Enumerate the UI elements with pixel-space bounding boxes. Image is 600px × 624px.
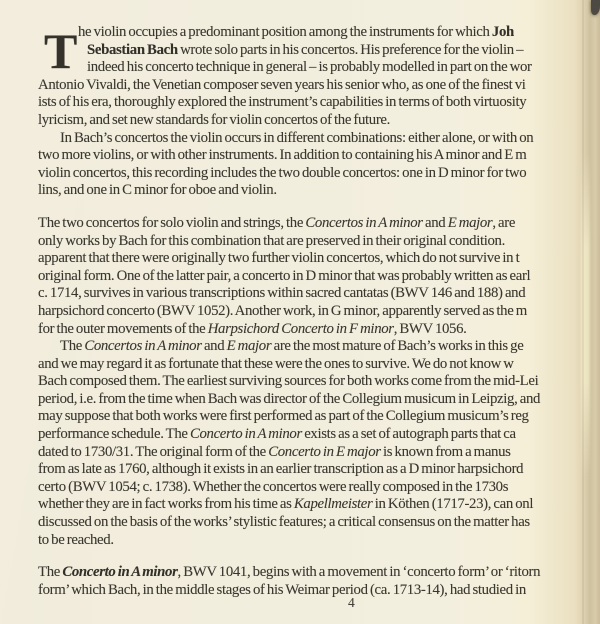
text-segment: wrote solo parts in his concertos. His preference for the violin – [177,41,524,58]
text-line [38,582,600,600]
text-segment: to be reached. [38,531,114,548]
paragraph [38,564,600,599]
text-line [38,215,600,233]
paragraph [38,130,600,200]
scan-corner-artifact [591,0,600,15]
text-segment: , are [492,214,516,231]
text-line [38,391,600,409]
text-line [38,233,600,251]
text-segment: and we may regard it as fortunate that these were the ones to survive. We do not know w [38,355,514,372]
text-segment: exists as a set of autograph parts that ca [301,426,516,443]
text-segment: performance schedule. The [38,426,190,443]
text-segment: and [201,338,227,355]
text-segment: period, i.e. from the time when Bach was director of the Collegium musicum in Leipzig, and [38,390,541,407]
text-line [38,514,600,532]
text-segment: from as late as 1760, although it exists in an earlier transcription as a D minor harpsichord [38,461,524,478]
text-line [38,338,600,356]
text-segment: indeed his concerto technique in general – is probably modelled in part on the wor [87,59,532,76]
text-segment: Antonio Vivaldi, the Venetian composer seven years his senior who, as one of the finest vi [38,76,526,93]
text-line [38,165,600,183]
text-line [38,426,600,444]
text-line [38,285,600,303]
text-segment: two more violins, or with other instruments. In addition to containing his A minor and E m [38,147,527,164]
page-number: 4 [348,595,355,610]
drop-cap: T [44,23,78,79]
text-segment: Concertos in A minor [305,214,423,231]
page-text [38,24,600,599]
text-segment: The [38,564,63,581]
paragraph [38,215,600,338]
text-segment: dated to 1730/31. The original form of the [38,443,269,460]
text-line [38,321,600,339]
text-line [38,112,600,130]
text-line [38,147,600,165]
text-segment: are the most mature of Bach’s works in this ge [271,338,524,355]
text-line [38,42,600,60]
text-line [38,303,600,321]
text-segment: apparent that there were originally two further violin concertos, which do not survive in t [38,250,520,267]
text-segment: he violin occupies a predominant position among the instruments for which [78,24,492,40]
text-segment: The two concertos for solo violin and strings, the [38,214,306,231]
text-segment: form’ which Bach, in the middle stages of his Weimar period (ca. 1713-14), had studied in [38,581,526,598]
text-line [38,496,600,514]
text-segment: c. 1714, survives in various transcriptions within sacred cantatas (BWV 146 and 188) and [38,285,526,302]
text-segment: certo (BWV 1054; c. 1738). Whether the concertos were really composed in the 1730s [38,478,509,495]
text-segment: is known from a manus [380,443,511,460]
text-segment: Harpsichord Concerto in F minor [207,320,394,337]
text-segment: Concerto in E major [268,443,381,460]
text-segment: original form. One of the latter pair, a concerto in D minor that was probably written as earl [38,267,531,284]
text-segment: Sebastian Bach [87,41,178,58]
text-segment: only works by Bach for this combination that are preserved in their original condition. [38,232,505,249]
text-line [38,59,600,77]
text-segment: lyricism, and set new standards for violin concertos of the future. [38,111,390,128]
text-line [38,94,600,112]
text-line [38,408,600,426]
text-line [38,373,600,391]
text-segment: violin concertos, this recording includes the two double concertos: one in D minor for two [38,164,527,181]
text-line [38,461,600,479]
text-segment: Bach composed them. The earliest surviving sources for both works come from the mid-Lei [38,373,539,390]
text-segment: E major [447,214,493,231]
text-segment: lins, and one in C minor for oboe and violin. [38,182,277,199]
text-segment: ists of his era, thoroughly explored the instrument’s capabilities in terms of both virtuosity [38,94,527,111]
text-segment: Concertos in A minor [84,338,202,355]
text-segment: , BWV 1056. [393,320,467,337]
text-line [38,182,600,200]
text-segment: Joh [491,24,514,40]
text-segment: In Bach’s concertos the violin occurs in different combinations: either alone, or with on [60,129,534,146]
paragraph [38,338,600,549]
text-line [38,268,600,286]
text-segment: discussed on the basis of the works’ stylistic features; a critical consensus on the matter has [38,514,530,531]
text-segment: whether they are in fact works from his time as [38,496,294,513]
text-segment: E major [226,338,272,355]
text-line [38,444,600,462]
text-line [38,130,600,148]
text-line [38,24,600,42]
text-segment: may suppose that both works were first performed as part of the Collegium musicum’s reg [38,408,529,425]
paragraph [38,24,600,130]
text-segment: Concerto in A minor [62,564,178,581]
text-segment: The [60,338,85,355]
text-segment: for the outer movements of the [38,320,208,337]
text-segment: and [422,214,448,231]
text-segment: , BWV 1041, begins with a movement in ‘concerto form’ or ‘ritorn [177,564,541,581]
text-line [38,564,600,582]
text-segment: in Köthen (1717-23), can onl [372,496,534,513]
text-segment: harpsichord concerto (BWV 1052). Another work, in G minor, apparently served as the m [38,302,527,319]
text-segment: Kapellmeister [293,496,373,513]
text-line [38,77,600,95]
text-line [38,250,600,268]
text-segment: Concerto in A minor [189,426,302,443]
text-line [38,532,600,550]
text-line [38,479,600,497]
text-line [38,356,600,374]
